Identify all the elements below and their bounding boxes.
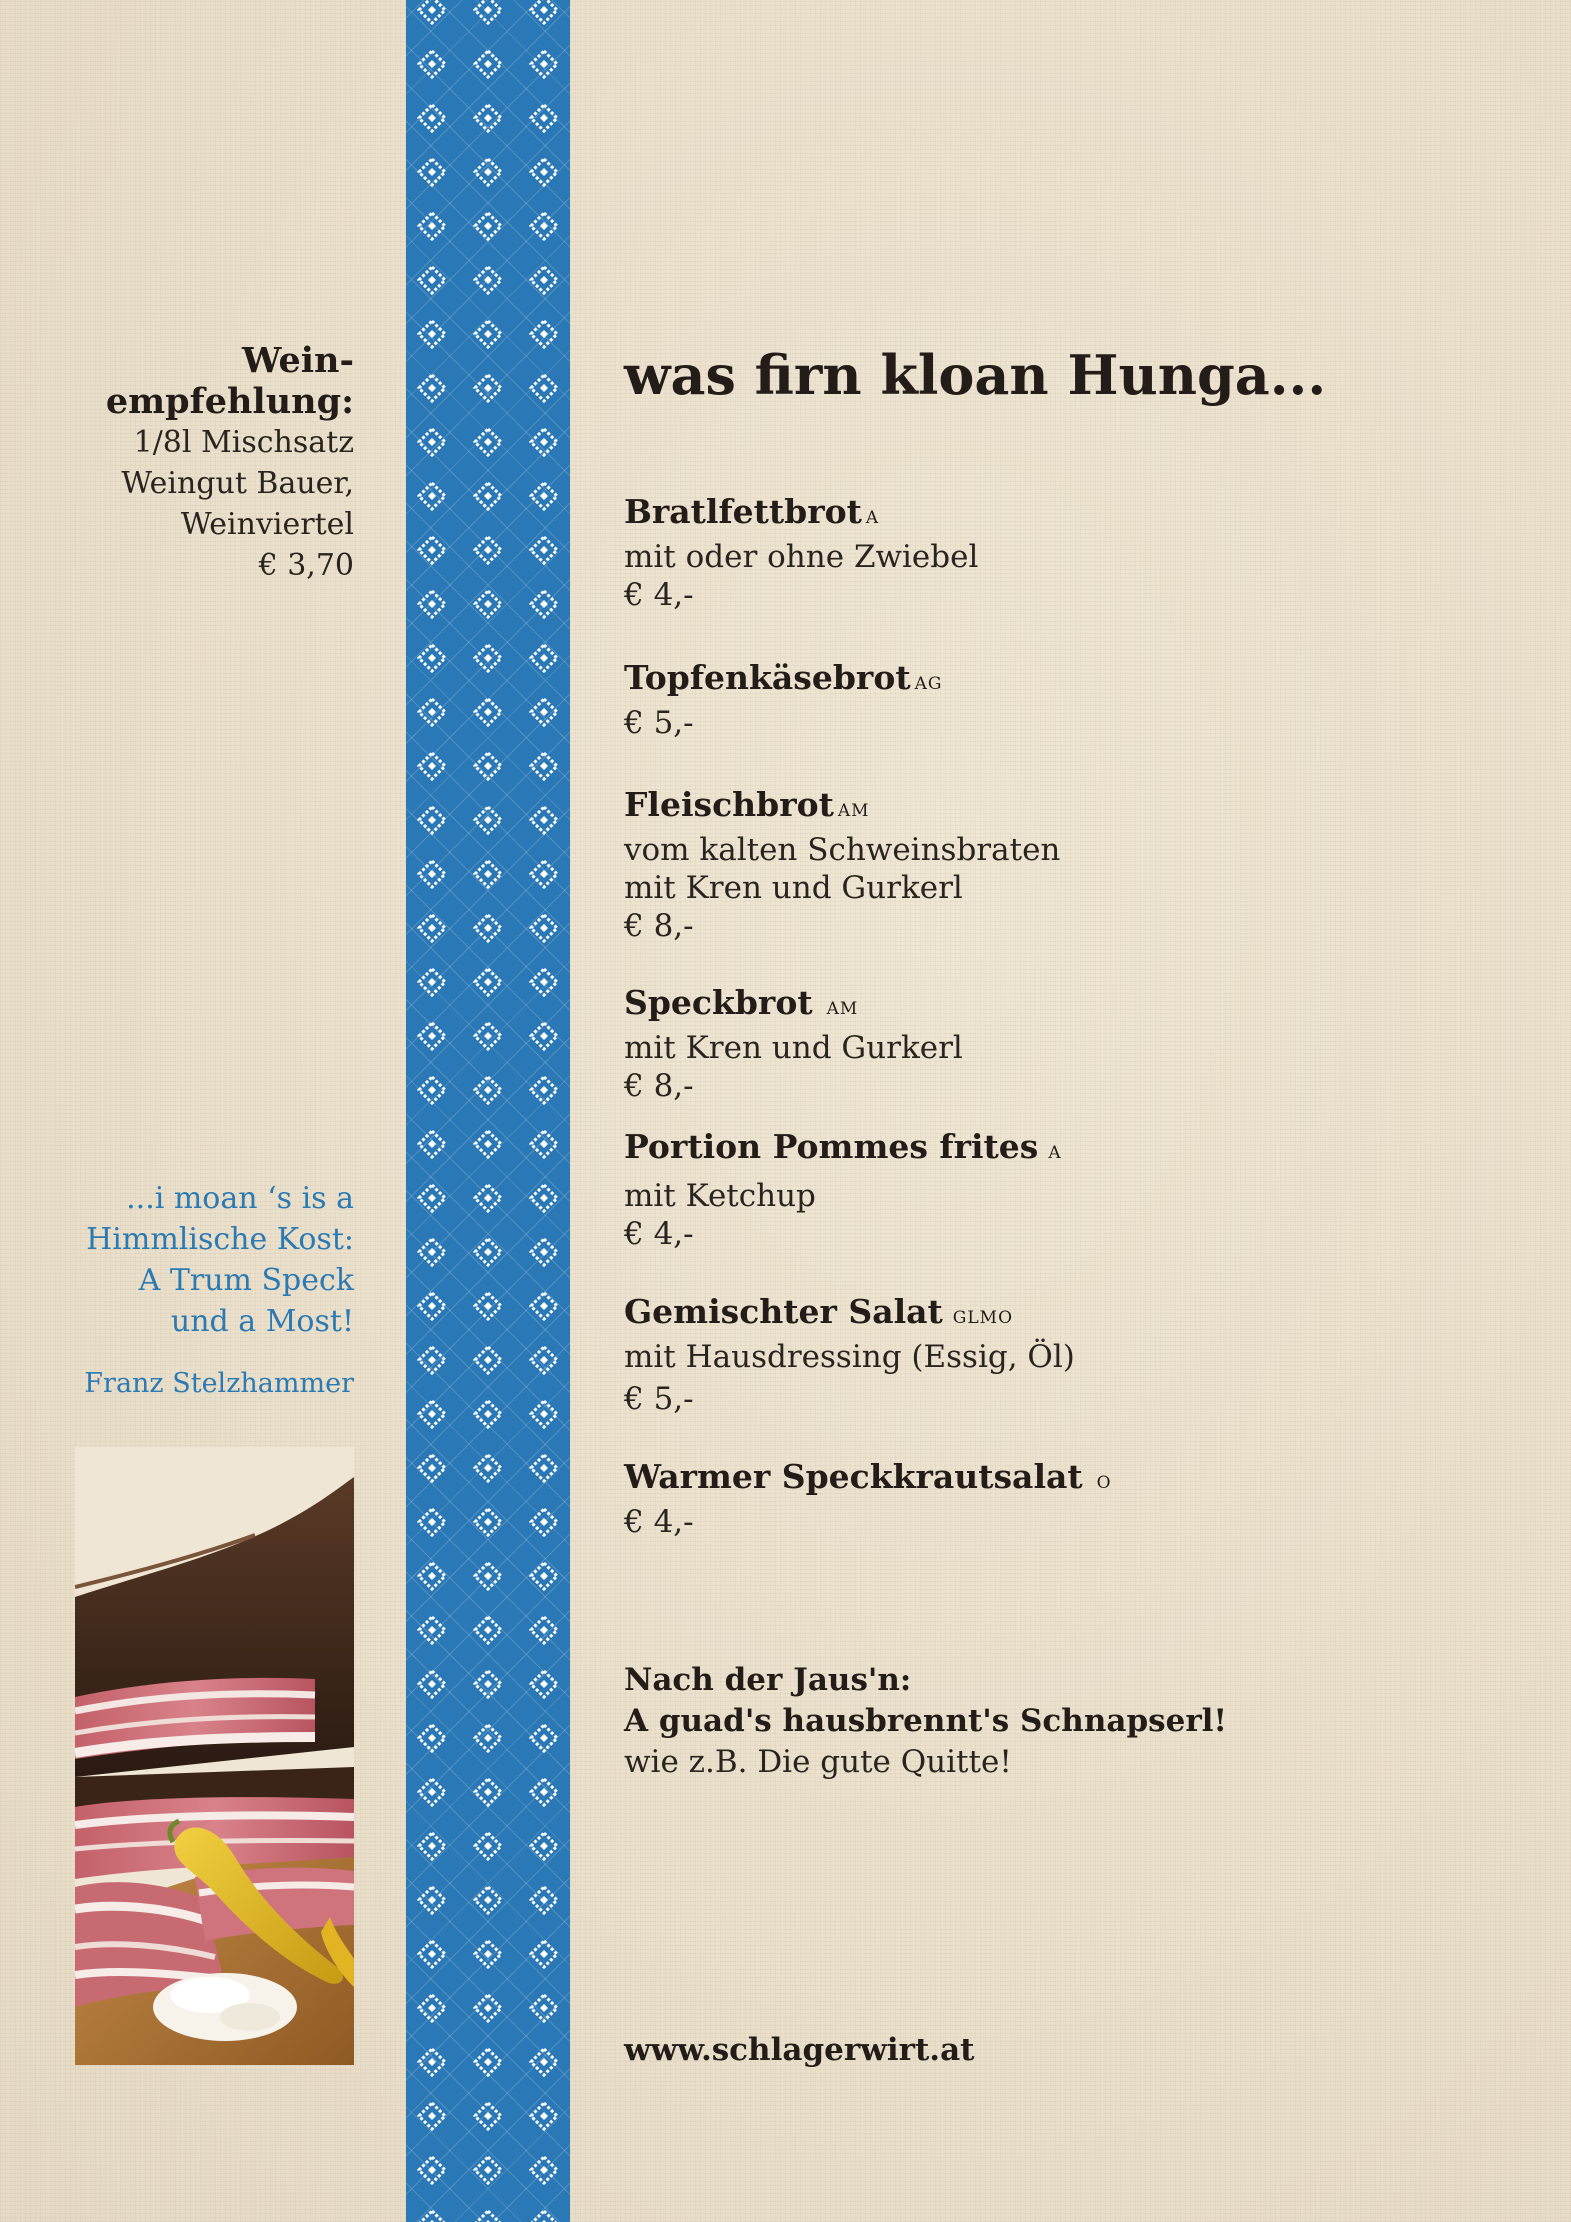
diamond-ornament <box>475 1077 501 1103</box>
item-name: Topfenkäsebrot <box>624 658 911 697</box>
diamond-ornament <box>419 699 445 725</box>
diamond-ornament <box>475 2157 501 2183</box>
diamond-ornament <box>475 969 501 995</box>
diamond-ornament <box>419 1077 445 1103</box>
diamond-ornament <box>475 321 501 347</box>
diamond-ornament <box>475 51 501 77</box>
diamond-ornament <box>419 429 445 455</box>
diamond-ornament <box>475 1185 501 1211</box>
diamond-ornament <box>531 1671 557 1697</box>
closing-line-3: wie z.B. Die gute Quitte! <box>624 1744 1012 1780</box>
quote-line-3: A Trum Speck <box>138 1263 354 1298</box>
diamond-ornament <box>419 267 445 293</box>
diamond-ornament <box>419 2211 445 2222</box>
diamond-ornament <box>531 699 557 725</box>
diamond-ornament <box>531 1941 557 1967</box>
diamond-ornament <box>419 645 445 671</box>
diamond-ornament <box>531 1185 557 1211</box>
diamond-ornament <box>419 105 445 131</box>
menu-item <box>624 1292 1504 1418</box>
quote <box>40 1178 354 1401</box>
diamond-ornament <box>419 753 445 779</box>
quote-author: Franz Stelzhammer <box>84 1368 354 1399</box>
item-allergens: AG <box>914 674 943 694</box>
diamond-ornament <box>419 1671 445 1697</box>
menu-title: was firn kloan Hunga... <box>624 343 1327 407</box>
item-price: € 8,- <box>624 1068 694 1104</box>
diamond-ornament <box>475 915 501 941</box>
diamond-ornament <box>531 375 557 401</box>
diamond-ornament <box>531 2157 557 2183</box>
item-allergens: O <box>1096 1473 1112 1493</box>
diamond-ornament <box>419 1509 445 1535</box>
wine-recommendation <box>40 340 354 586</box>
diamond-ornament <box>475 591 501 617</box>
diamond-ornament <box>531 1995 557 2021</box>
diamond-ornament <box>475 1887 501 1913</box>
diamond-ornament <box>419 1887 445 1913</box>
band-pattern <box>406 0 570 2222</box>
diamond-ornament <box>531 321 557 347</box>
diamond-ornament <box>475 1725 501 1751</box>
decorative-band <box>406 0 570 2222</box>
diamond-ornament <box>475 861 501 887</box>
diamond-ornament <box>419 861 445 887</box>
diamond-ornament <box>531 861 557 887</box>
diamond-ornament <box>419 51 445 77</box>
item-description: vom kalten Schweinsbraten <box>624 832 1061 868</box>
diamond-ornament <box>419 1779 445 1805</box>
item-description: mit oder ohne Zwiebel <box>624 539 979 575</box>
wine-region: Weinviertel <box>180 507 354 542</box>
quote-line-4: und a Most! <box>170 1304 354 1339</box>
diamond-ornament <box>419 969 445 995</box>
diamond-ornament <box>531 2103 557 2129</box>
diamond-ornament <box>419 1023 445 1049</box>
diamond-ornament <box>419 1239 445 1265</box>
diamond-ornament <box>419 1401 445 1427</box>
diamond-ornament <box>475 105 501 131</box>
diamond-ornament <box>531 753 557 779</box>
diamond-ornament <box>531 159 557 185</box>
diamond-ornament <box>419 159 445 185</box>
item-allergens: A <box>865 508 880 528</box>
diamond-ornament <box>475 807 501 833</box>
diamond-ornament <box>419 1185 445 1211</box>
diamond-ornament <box>531 105 557 131</box>
diamond-ornament <box>419 2103 445 2129</box>
diamond-ornament <box>419 2157 445 2183</box>
diamond-ornament <box>531 1617 557 1643</box>
diamond-ornament <box>531 1509 557 1535</box>
item-price: € 8,- <box>624 908 694 944</box>
diamond-ornament <box>475 645 501 671</box>
menu-item <box>624 1127 1504 1253</box>
diamond-ornament <box>475 1671 501 1697</box>
item-price: € 4,- <box>624 1216 694 1252</box>
diamond-ornament <box>419 1617 445 1643</box>
wine-name: 1/8l Mischsatz <box>133 425 354 460</box>
menu-item <box>624 492 1504 614</box>
diamond-ornament <box>531 2211 557 2222</box>
wine-heading-line-2: empfehlung: <box>105 381 354 422</box>
menu-item <box>624 785 1504 945</box>
diamond-ornament <box>531 0 557 23</box>
diamond-ornament <box>531 1239 557 1265</box>
diamond-ornament <box>531 1023 557 1049</box>
diamond-ornament <box>531 1077 557 1103</box>
diamond-ornament <box>419 1725 445 1751</box>
diamond-ornament <box>419 915 445 941</box>
diamond-ornament <box>531 591 557 617</box>
diamond-ornament <box>475 537 501 563</box>
diamond-ornament <box>531 213 557 239</box>
item-name: Portion Pommes frites <box>624 1127 1039 1166</box>
diamond-ornament <box>475 1779 501 1805</box>
diamond-ornament <box>475 2211 501 2222</box>
diamond-ornament <box>419 1563 445 1589</box>
diamond-ornament <box>531 915 557 941</box>
diamond-ornament <box>475 1563 501 1589</box>
diamond-ornament <box>531 267 557 293</box>
website-link[interactable]: www.schlagerwirt.at <box>624 2032 975 2068</box>
diamond-ornament <box>531 483 557 509</box>
diamond-ornament <box>419 321 445 347</box>
diamond-ornament <box>531 1401 557 1427</box>
diamond-ornament <box>531 969 557 995</box>
item-description: mit Kren und Gurkerl <box>624 870 963 906</box>
item-name: Fleischbrot <box>624 785 834 824</box>
item-description: mit Kren und Gurkerl <box>624 1030 963 1066</box>
diamond-ornament <box>475 2049 501 2075</box>
item-price: € 4,- <box>624 577 694 613</box>
diamond-ornament <box>475 1239 501 1265</box>
diamond-ornament <box>531 1563 557 1589</box>
closing-note <box>624 1660 1504 1783</box>
diamond-ornament <box>475 1995 501 2021</box>
diamond-ornament <box>475 429 501 455</box>
diamond-ornament <box>475 375 501 401</box>
diamond-ornament <box>475 1131 501 1157</box>
item-allergens: A <box>1048 1143 1062 1163</box>
diamond-ornament <box>475 1401 501 1427</box>
diamond-ornament <box>531 1131 557 1157</box>
diamond-ornament <box>531 1833 557 1859</box>
menu-item <box>624 983 1504 1105</box>
wine-heading-line-1: Wein- <box>242 340 354 381</box>
diamond-ornament <box>419 807 445 833</box>
speck-photo <box>75 1447 354 2065</box>
diamond-ornament <box>531 807 557 833</box>
diamond-ornament <box>419 1833 445 1859</box>
item-price: € 5,- <box>624 705 694 741</box>
diamond-ornament <box>419 483 445 509</box>
diamond-ornament <box>475 1509 501 1535</box>
diamond-ornament <box>475 267 501 293</box>
item-allergens: AM <box>826 999 859 1019</box>
diamond-ornament <box>419 1347 445 1373</box>
item-description: mit Ketchup <box>624 1178 816 1214</box>
wine-winery: Weingut Bauer, <box>121 466 354 501</box>
diamond-ornament <box>475 1023 501 1049</box>
item-name: Bratlfettbrot <box>624 492 862 531</box>
diamond-ornament <box>531 51 557 77</box>
diamond-ornament <box>475 1455 501 1481</box>
diamond-ornament <box>419 213 445 239</box>
diamond-ornament <box>531 1887 557 1913</box>
diamond-ornament <box>419 1293 445 1319</box>
diamond-ornament <box>419 0 445 23</box>
diamond-ornament <box>531 429 557 455</box>
diamond-ornament <box>531 1779 557 1805</box>
item-name: Warmer Speckkrautsalat <box>624 1457 1083 1496</box>
diamond-ornament <box>475 1617 501 1643</box>
item-name: Gemischter Salat <box>624 1292 943 1331</box>
menu-item <box>624 658 1504 742</box>
item-allergens: AM <box>837 801 870 821</box>
diamond-ornament <box>475 1293 501 1319</box>
diamond-ornament <box>419 1995 445 2021</box>
closing-line-2: A guad's hausbrennt's Schnapserl! <box>624 1703 1228 1739</box>
wine-price: € 3,70 <box>258 548 354 583</box>
diamond-ornament <box>475 483 501 509</box>
diamond-ornament <box>475 159 501 185</box>
item-allergens: GLMO <box>952 1308 1014 1328</box>
diamond-ornament <box>531 1347 557 1373</box>
menu-item <box>624 1457 1504 1541</box>
item-name: Speckbrot <box>624 983 813 1022</box>
diamond-ornament <box>419 1941 445 1967</box>
diamond-ornament <box>419 375 445 401</box>
diamond-ornament <box>419 591 445 617</box>
item-price: € 4,- <box>624 1504 694 1540</box>
diamond-ornament <box>475 1941 501 1967</box>
diamond-ornament <box>475 1347 501 1373</box>
diamond-ornament <box>475 0 501 23</box>
diamond-ornament <box>475 753 501 779</box>
diamond-ornament <box>531 1725 557 1751</box>
diamond-ornament <box>475 2103 501 2129</box>
diamond-ornament <box>531 537 557 563</box>
diamond-ornament <box>419 537 445 563</box>
item-price: € 5,- <box>624 1381 694 1417</box>
diamond-ornament <box>475 1833 501 1859</box>
diamond-ornament <box>531 1455 557 1481</box>
diamond-ornament <box>531 645 557 671</box>
diamond-ornament <box>419 2049 445 2075</box>
quote-line-1: ...i moan ‘s is a <box>126 1181 354 1216</box>
diamond-ornament <box>475 213 501 239</box>
diamond-ornament <box>419 1131 445 1157</box>
item-description: mit Hausdressing (Essig, Öl) <box>624 1339 1075 1375</box>
diamond-ornament <box>419 1455 445 1481</box>
diamond-ornament <box>475 699 501 725</box>
diamond-ornament <box>531 2049 557 2075</box>
diamond-ornament <box>531 1293 557 1319</box>
quote-line-2: Himmlische Kost: <box>86 1222 354 1257</box>
closing-line-1: Nach der Jaus'n: <box>624 1662 912 1698</box>
